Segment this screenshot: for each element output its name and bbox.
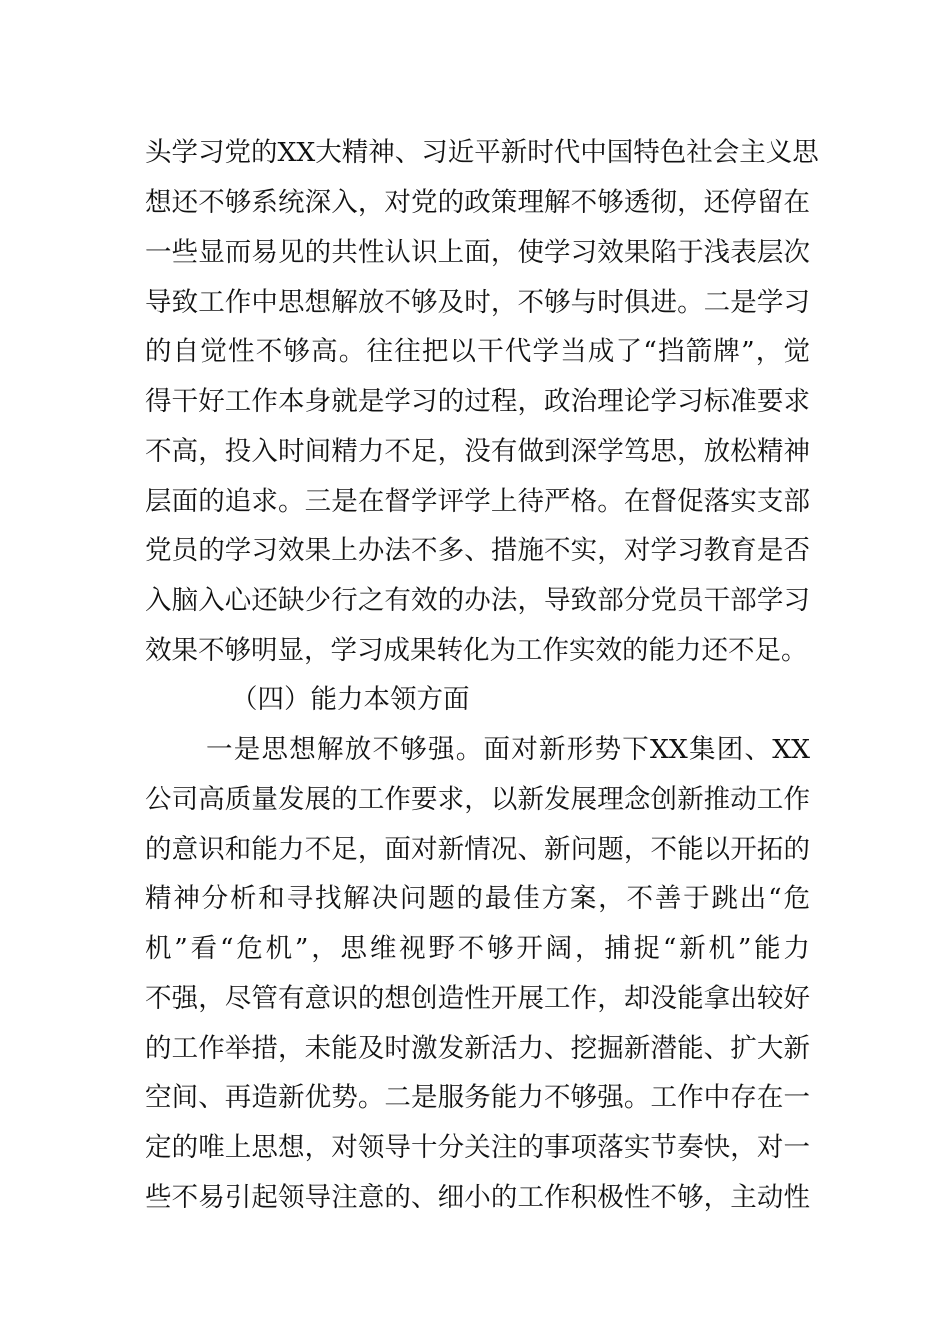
text-line: 些不易引起领导注意的、细小的工作积极性不够，主动性 — [145, 1182, 810, 1213]
text-line: 党员的学习效果上办法不多、措施不实，对学习教育是否 — [145, 535, 810, 566]
text-line: 定的唯上思想，对领导十分关注的事项落实节奏快，对一 — [145, 1132, 810, 1163]
text-line: 效果不够明显，学习成果转化为工作实效的能力还不足。 — [145, 635, 808, 666]
text-line: 的自觉性不够高。往往把以干代学当成了“挡箭牌”，觉 — [145, 336, 810, 367]
text-line: 想还不够系统深入，对党的政策理解不够透彻，还停留在 — [145, 187, 810, 218]
section-heading: （四）能力本领方面 — [231, 684, 470, 715]
text-line: 导致工作中思想解放不够及时，不够与时俱进。二是学习 — [145, 287, 810, 318]
text-line: 空间、再造新优势。二是服务能力不够强。工作中存在一 — [145, 1082, 810, 1113]
text-line: 一些显而易见的共性认识上面，使学习效果陷于浅表层次 — [145, 237, 810, 268]
text-line: 机”看“危机”，思维视野不够开阔，捕捉“新机”能力 — [145, 933, 810, 964]
text-line: 的意识和能力不足，面对新情况、新问题，不能以开拓的 — [145, 834, 810, 865]
text-line: 头学习党的XX大精神、习近平新时代中国特色社会主义思 — [145, 137, 819, 168]
text-line: 不高，投入时间精力不足，没有做到深学笃思，放松精神 — [145, 436, 810, 467]
text-line: 精神分析和寻找解决问题的最佳方案，不善于跳出“危 — [145, 883, 810, 914]
text-line: 不强，尽管有意识的想创造性开展工作，却没能拿出较好 — [145, 983, 810, 1014]
text-line: 得干好工作本身就是学习的过程，政治理论学习标准要求 — [145, 386, 810, 417]
text-line: 入脑入心还缺少行之有效的办法，导致部分党员干部学习 — [145, 585, 810, 616]
text-line: 层面的追求。三是在督学评学上待严格。在督促落实支部 — [145, 486, 810, 517]
text-line: 一是思想解放不够强。面对新形势下XX集团、XX — [206, 734, 810, 765]
text-line: 的工作举措，未能及时激发新活力、挖掘新潜能、扩大新 — [145, 1033, 810, 1064]
text-line: 公司高质量发展的工作要求，以新发展理念创新推动工作 — [145, 784, 810, 815]
